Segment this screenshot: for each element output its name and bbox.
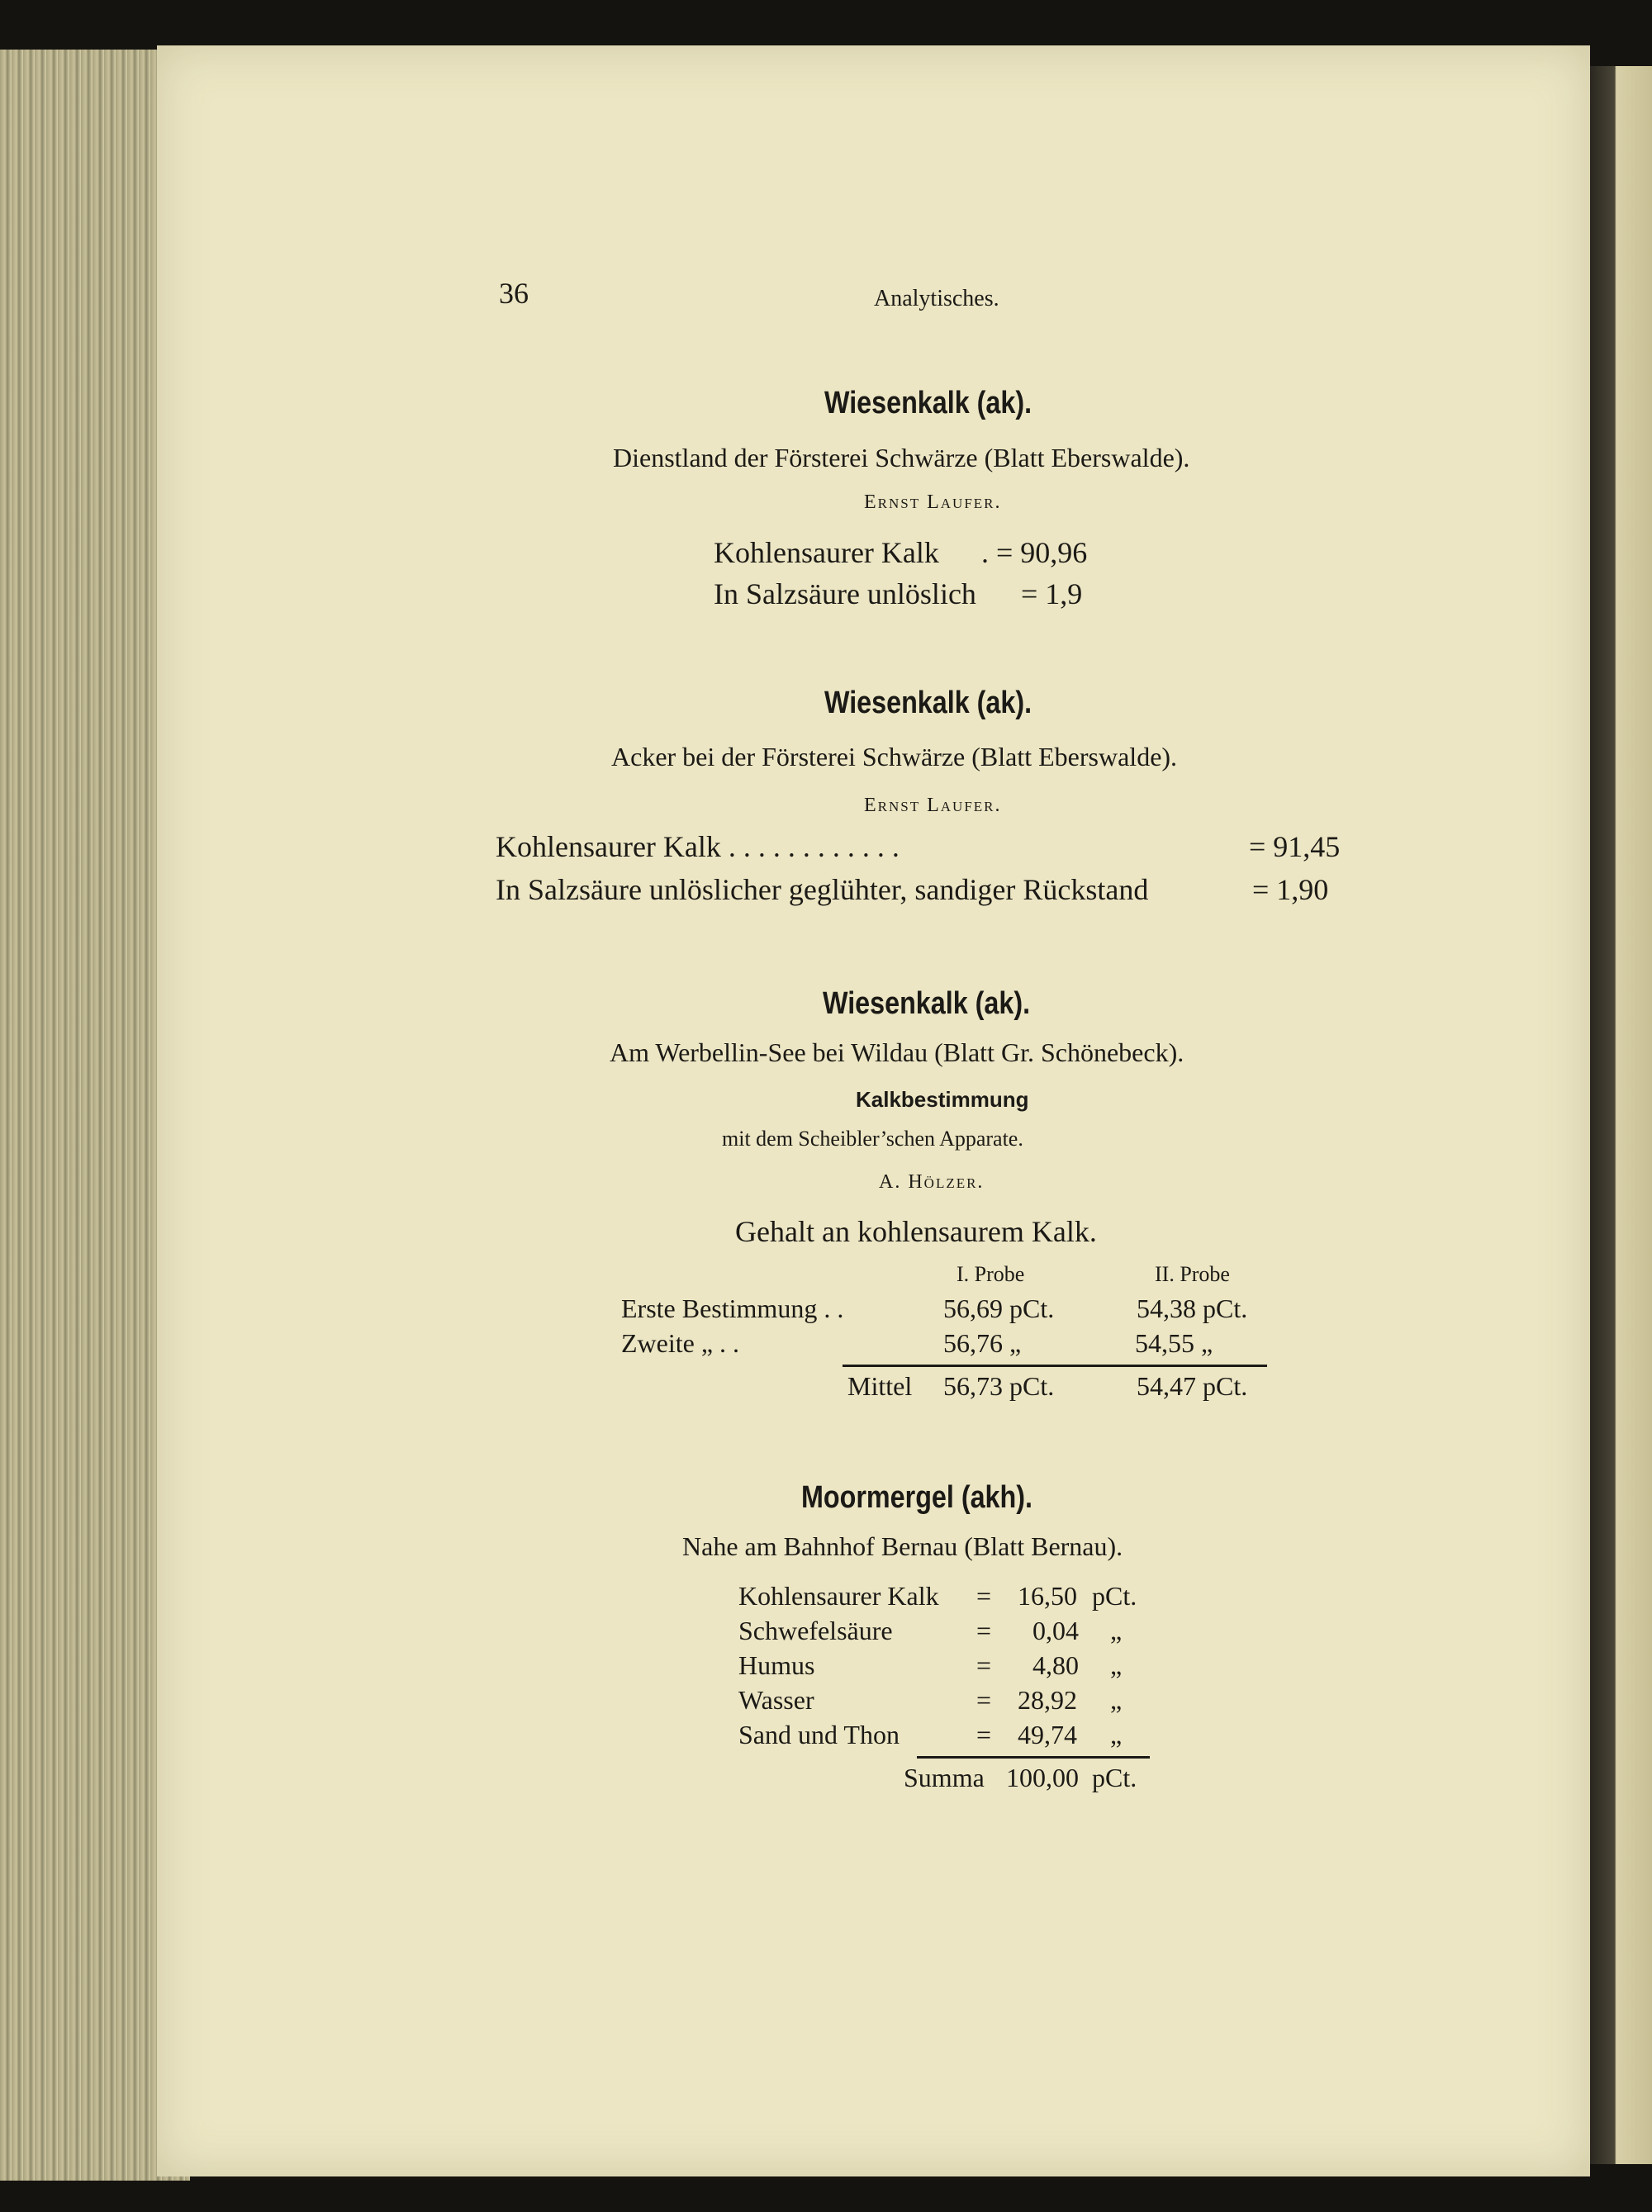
table-row-2-probe-1: 56,76 „ (943, 1328, 1022, 1358)
analysis-row-3-value: 4,80 (1032, 1650, 1079, 1680)
section1-location: Dienstland der Försterei Schwärze (Blatt Eberswalde). (613, 443, 1190, 472)
analysis-row-1-value: 16,50 (1018, 1581, 1077, 1611)
mean-probe-2: 54,47 pCt. (1137, 1371, 1248, 1401)
analysis-row-3-label: Humus (738, 1650, 815, 1680)
analysis-row-2-eq: = (976, 1616, 992, 1645)
section2-location: Acker bei der Försterei Schwärze (Blatt Eberswalde). (611, 742, 1178, 771)
summa-rule (917, 1756, 1150, 1759)
summa-unit: pCt. (1092, 1763, 1137, 1792)
section2-heading: Wiesenkalk (ak). (824, 686, 1032, 720)
section3-location: Am Werbellin-See bei Wildau (Blatt Gr. Schönebeck). (610, 1037, 1184, 1067)
analysis-row-4-eq: = (976, 1685, 992, 1715)
analysis-row-5-eq: = (976, 1720, 992, 1749)
analysis-row-1-label: Kohlensaurer Kalk (738, 1581, 939, 1611)
section1-row-1-label: Kohlensaurer Kalk (714, 536, 939, 569)
summa-value: 100,00 (1006, 1763, 1079, 1792)
running-title: Analytisches. (874, 286, 999, 311)
section4-location: Nahe am Bahnhof Bernau (Blatt Bernau). (682, 1531, 1123, 1561)
analysis-row-2-label: Schwefelsäure (738, 1616, 893, 1645)
analysis-row-3-unit: „ (1110, 1650, 1123, 1680)
analysis-row-1-unit: pCt. (1092, 1581, 1137, 1611)
analysis-row-2-unit: „ (1110, 1616, 1123, 1645)
section2-author: Ernst Laufer. (864, 795, 1002, 816)
analysis-row-5-unit: „ (1110, 1720, 1123, 1749)
section1-row-2-value: = 1,9 (1021, 577, 1083, 610)
section1-row-1-value: . = 90,96 (981, 536, 1088, 569)
analysis-row-1-eq: = (976, 1581, 992, 1611)
analysis-row-4-unit: „ (1110, 1685, 1123, 1715)
section4-heading: Moormergel (akh). (801, 1480, 1032, 1515)
mean-label: Mittel (847, 1371, 913, 1401)
section1-row-2-label: In Salzsäure unlöslich (714, 577, 976, 610)
analysis-row-4-label: Wasser (738, 1685, 814, 1715)
analysis-row-3-eq: = (976, 1650, 992, 1680)
table-row-1-label: Erste Bestimmung . . (621, 1293, 844, 1323)
analysis-row-2-value: 0,04 (1032, 1616, 1079, 1645)
section3-subheading: Kalkbestimmung (856, 1087, 1029, 1112)
table-row-2-label: Zweite „ . . (621, 1328, 740, 1358)
page-number: 36 (499, 277, 529, 310)
summa-label: Summa (904, 1763, 985, 1792)
table-row-1-probe-1: 56,69 pCt. (943, 1293, 1055, 1323)
facing-page-edge (1590, 66, 1652, 2164)
analysis-row-4-value: 28,92 (1018, 1685, 1077, 1715)
analysis-row-5-value: 49,74 (1018, 1720, 1077, 1749)
section2-row-2-label: In Salzsäure unlöslicher geglühter, sandiger Rückstand (496, 873, 1149, 906)
section2-row-1-value: = 91,45 (1249, 830, 1341, 863)
section1-heading: Wiesenkalk (ak). (824, 386, 1032, 420)
section3-author: A. Hölzer. (879, 1171, 985, 1193)
section2-row-1-label: Kohlensaurer Kalk . . . . . . . . . . . . (496, 830, 900, 863)
sum-rule (843, 1365, 1267, 1367)
section1-author: Ernst Laufer. (864, 491, 1002, 513)
table-row-1-probe-2: 54,38 pCt. (1137, 1293, 1248, 1323)
column-header-probe-2: II. Probe (1155, 1262, 1230, 1286)
table-row-2-probe-2: 54,55 „ (1135, 1328, 1213, 1358)
section2-row-2-value: = 1,90 (1252, 873, 1329, 906)
section3-method: mit dem Scheibler’schen Apparate. (722, 1127, 1023, 1151)
section3-heading: Wiesenkalk (ak). (823, 986, 1031, 1021)
section3-content-title: Gehalt an kohlensaurem Kalk. (735, 1215, 1097, 1248)
analysis-row-5-label: Sand und Thon (738, 1720, 900, 1749)
mean-probe-1: 56,73 pCt. (943, 1371, 1055, 1401)
column-header-probe-1: I. Probe (957, 1262, 1025, 1286)
